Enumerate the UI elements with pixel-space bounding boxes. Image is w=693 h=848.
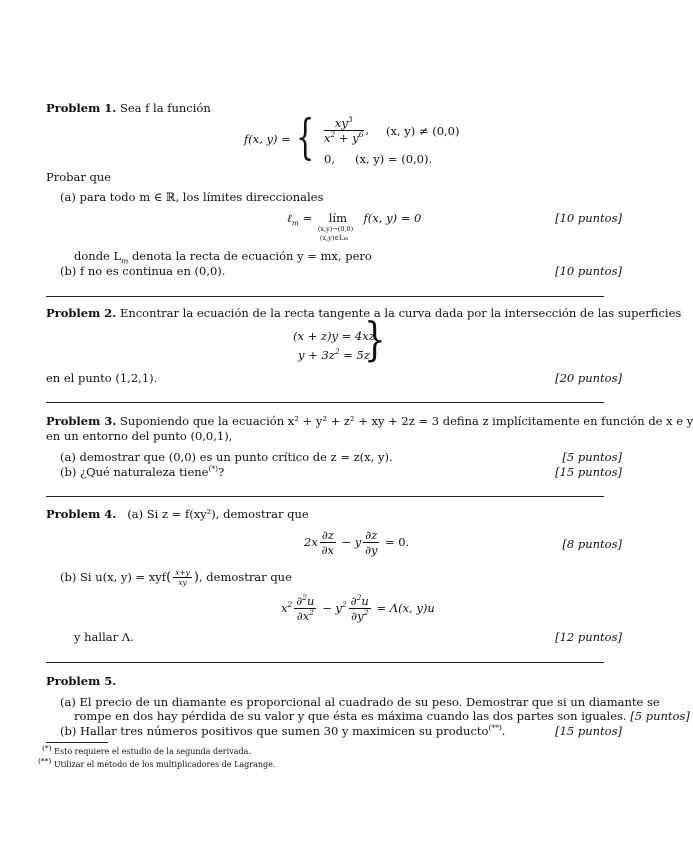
problem-1-heading bbox=[46, 101, 211, 115]
problem-1-label: Problem 1. bbox=[46, 101, 117, 115]
footnote-1: (*) Esto requiere el estudio de la segunda derivada. bbox=[42, 743, 251, 756]
problem-3-line-2: en un entorno del punto (0,0,1), bbox=[46, 429, 233, 443]
problem-2-text: Encontrar la ecuación de la recta tangente a la curva dada por la intersección de las superficies bbox=[119, 306, 682, 320]
problem-4-part-b: (b) Si u(x, y) = xyf( $\frac{x+y}{xy}$ ), demostrar que bbox=[60, 568, 292, 588]
problem-3-label: Problem 3. bbox=[46, 414, 117, 428]
problem-5-part-a-line-1: (a) El precio de un diamante es proporcional al cuadrado de su peso. Demostrar que si un diamante se bbox=[60, 695, 660, 709]
hallar-lambda: y hallar Λ. bbox=[74, 630, 134, 644]
ell-m: ℓ$_m$ bbox=[287, 211, 299, 228]
problem-5-part-a-line-2: rompe en dos hay pérdida de su valor y que ésta es máxima cuando las dos partes son iguales. [5 puntos] bbox=[74, 709, 690, 723]
divider-3 bbox=[46, 496, 604, 497]
problem-4a-points: [8 puntos] bbox=[562, 537, 622, 551]
problem-2-points: [20 puntos] bbox=[555, 371, 622, 385]
lim-word: lím bbox=[328, 211, 347, 225]
brace-left: { bbox=[296, 109, 315, 165]
problem-1a-points: [10 puntos] bbox=[555, 211, 622, 225]
problem-2-point: en el punto (1,2,1). bbox=[46, 371, 158, 385]
problem-4-part-a: (a) Si z = f(xy²), demostrar que bbox=[127, 507, 309, 521]
footnote-rule bbox=[46, 742, 108, 743]
problem-4-heading bbox=[46, 507, 309, 521]
case-1-fraction: $\frac{xy^3}{x^2 + y^6}$ , bbox=[324, 115, 370, 146]
problem-5-label: Problem 5. bbox=[46, 674, 117, 688]
problem-3-part-b: (b) ¿Qué naturaleza tiene(*)? bbox=[60, 464, 225, 479]
donde-line: donde $L_m$ denota la recta de ecuación y = mx, pero bbox=[74, 249, 372, 266]
problem-3-line-1: Suponiendo que la ecuación x² + y² + z² + xy + 2z = 3 defina z implícitamente en función de x e y bbox=[119, 414, 693, 428]
function-lhs: f(x, y) = bbox=[244, 132, 291, 146]
problem-3a-points: [5 puntos] bbox=[562, 450, 622, 464]
problem-5a-points: [5 puntos] bbox=[630, 709, 690, 723]
footnote-2: (**) Utilizar el método de los multiplicadores de Lagrange. bbox=[38, 756, 276, 769]
directional-limit: ℓ$_m$ = lím (x,y)→(0,0) (x,y)∈Lm f(x, y) = 0 bbox=[287, 211, 422, 242]
problem-1-intro: Sea f la función bbox=[119, 101, 211, 115]
problem-2-label: Problem 2. bbox=[46, 306, 117, 320]
pde-b: $x^2$ $\frac{\partial^2u}{\partial x^2}$ − $y^2$ $\frac{\partial^2u}{\partial y^2}$ = Λ(x, y)u bbox=[281, 593, 435, 624]
problem-4b-points: [12 puntos] bbox=[555, 630, 622, 644]
lim-subscript-1: (x,y)→(0,0) bbox=[317, 225, 354, 233]
problem-1-part-b: (b) f no es continua en (0,0). bbox=[60, 264, 226, 278]
case-2-value: 0, bbox=[324, 152, 335, 166]
problem-3-part-a: (a) demostrar que (0,0) es un punto crítico de z = z(x, y). bbox=[60, 450, 393, 464]
pde-a: 2x $\frac{\partial z}{\partial x}$ − y $\frac{\partial z}{\partial y}$ = 0. bbox=[304, 528, 410, 558]
system-eq-1: (x + z)y = 4xz bbox=[293, 329, 375, 343]
pde-b-rhs: = Λ(x, y)u bbox=[376, 600, 435, 615]
problem-5-part-b: (b) Hallar tres números positivos que sumen 30 y maximicen su producto(**). bbox=[60, 723, 506, 738]
problem-4-label: Problem 4. bbox=[46, 507, 117, 521]
divider-4 bbox=[46, 662, 604, 663]
lim-rhs: f(x, y) = 0 bbox=[363, 211, 422, 225]
problem-3-heading bbox=[46, 414, 693, 428]
divider-1 bbox=[46, 296, 604, 297]
probar-que: Probar que bbox=[46, 170, 112, 184]
lim-subscript-2: (x,y)∈Lm bbox=[319, 234, 349, 242]
system-eq-2: $y + 3z^2 = 5z$ bbox=[298, 347, 370, 362]
brace-right: } bbox=[364, 313, 386, 367]
problem-3b-points: [15 puntos] bbox=[555, 465, 622, 479]
divider-2 bbox=[46, 402, 604, 403]
case-2-condition: (x, y) = (0,0). bbox=[355, 152, 433, 166]
problem-1-part-a: (a) para todo m ∈ ℝ, los límites direccionales bbox=[60, 190, 324, 204]
problem-1b-points: [10 puntos] bbox=[555, 264, 622, 278]
case-1-condition: (x, y) ≠ (0,0) bbox=[386, 124, 460, 138]
problem-5b-points: [15 puntos] bbox=[555, 724, 622, 738]
